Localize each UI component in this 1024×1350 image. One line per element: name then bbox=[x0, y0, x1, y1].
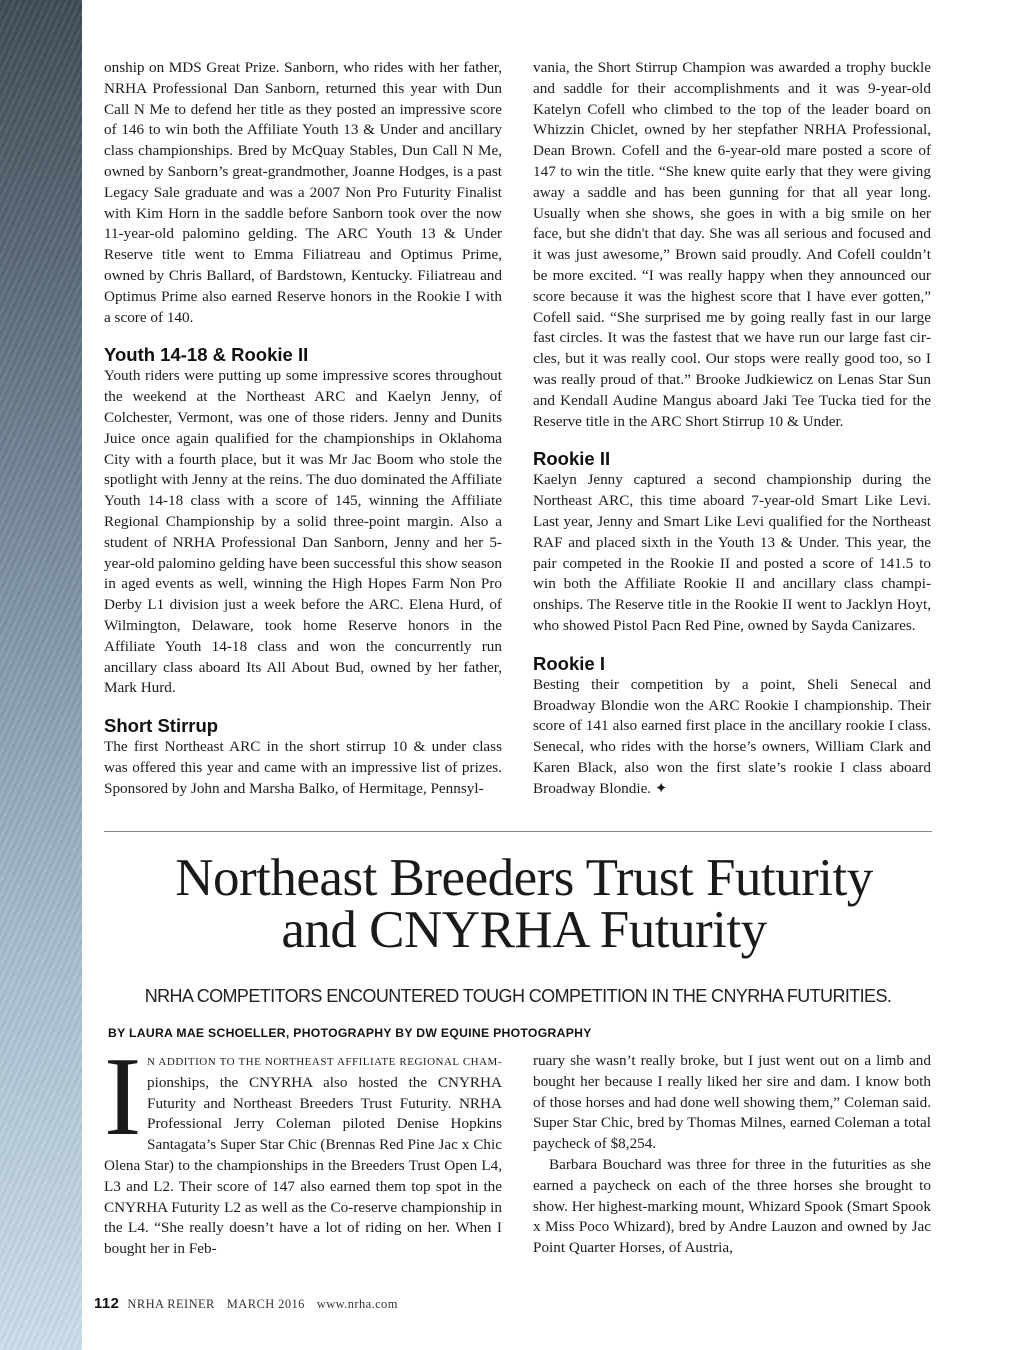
website-url: www.nrha.com bbox=[316, 1297, 398, 1311]
subhead-rookie-ii: Rookie II bbox=[533, 448, 611, 470]
drop-cap: I bbox=[104, 1035, 142, 1159]
article-headline bbox=[84, 849, 964, 959]
subhead-short-stirrup: Short Stirrup bbox=[104, 715, 219, 737]
paragraph: The first Northeast ARC in the short stirrup 10 & under class was offered this year and came with an impressive list of prizes. Sponsored by John and Marsha Balko, of Hermitage, Pennsyl- bbox=[104, 738, 502, 797]
page-number: 112 bbox=[94, 1295, 120, 1312]
issue-date: MARCH 2016 bbox=[226, 1297, 305, 1311]
lead-body: pionships, the CNYRHA also hosted the CNYRHA Futurity and Northeast Breeders Trust Futurity. NRHA Professional Jerry Coleman piloted Denise Hopkins Santagata’s Super Star Chic (Brennas Red Pine Jac x Chic Olena Star) to the championships in the Breeders Trust Open L4, L3 and L2. Their score of 147 also earned them top spot in the CNYRHA Futurity L2 as well as the Co-reserve championship in the L4. “She really doesn’t have a lot of riding on her. When I bought her in Feb- bbox=[104, 1073, 502, 1258]
paragraph: Kaelyn Jenny captured a second championship during the Northeast ARC, this time aboard 7-year-old Smart Like Levi. Last year, Jenny and Smart Like Levi qualified for the Northeast RAF and placed sixth in the Youth 13 & Under. This year, the pair competed in the Rookie II and posted a score of 141.5 to win both the Affiliate Rookie II and ancillary class championships. The Reserve title in the Rookie II went to Jacklyn Hoyt, who showed Pistol Pacn Red Pine, owned by Sayda Canizares. bbox=[533, 471, 931, 634]
top-right-column bbox=[533, 58, 931, 800]
byline: BY LAURA MAE SCHOELLER, PHOTOGRAPHY BY DW EQUINE PHOTOGRAPHY bbox=[108, 1026, 592, 1040]
page-footer bbox=[94, 1295, 398, 1312]
page-edge-photo-strip bbox=[0, 0, 82, 1350]
headline-line-2: and CNYRHA Futurity bbox=[281, 901, 767, 959]
headline-line-1: Northeast Breeders Trust Futurity bbox=[175, 849, 873, 907]
top-left-column bbox=[104, 58, 502, 800]
paragraph: Youth riders were putting up some impressive scores throughout the weekend at the Northeast ARC and Kaelyn Jenny, of Colchester, Vermont, was one of those riders. Jenny and Dunits Juice once again qualified for the championships in Oklahoma City with a fourth place, but it was Mr Jac Boom who stole the spotlight with Jenny at the reins. The duo dominated the Affiliate Youth 14-18 class with a score of 145, winning the Affiliate Regional Championship by a solid three-point margin. Also a student of NRHA Professional Dan Sanborn, Jenny and her 5-year-old palomino gelding have been successful this show season in aged events as well, winning the High Hopes Farm Non Pro Derby L1 division just a week before the ARC. Elena Hurd, of Wilmington, Delaware, took home Reserve honors in the Affiliate Youth 14-18 class and won the concurrently run ancillary class aboard Its All About Bud, owned by her father, Mark Hurd. bbox=[104, 367, 502, 697]
article-right-column bbox=[533, 1051, 931, 1259]
section-divider bbox=[104, 831, 932, 832]
subhead-rookie-i: Rookie I bbox=[533, 652, 605, 674]
paragraph: Barbara Bouchard was three for three in the futurities as she earned a paycheck on each of the three horses she brought to show. Her highest-marking mount, Whizard Spook (Smart Spook x Miss Poco Whizard), bred by Andre Lauzon and owned by Jac Point Quarter Horses, of Austria, bbox=[533, 1155, 931, 1257]
paragraph: vania, the Short Stirrup Champion was awarded a trophy buckle and saddle for their accomplishments and it was 9-year-old Katelyn Cofell who climbed to the top of the leader board on Whizzin Chiclet, owned by her stepfather NRHA Professional, Dean Brown. Cofell and the 6-year-old mare posted a score of 147 to win the title. “She knew quite early that they were giving away a saddle and has been gunning for that all year long. Usually when she shows, she goes in with a big smile on her face, but she didn't that day. She was all serious and focused and it was just awesome,” Brown said proudly. And Cofell couldn’t be more excited. “I was really happy when they announced our score because it was the highest score that I have ever gotten,” Cofell said. “She surprised me by going really fast in our large fast circles. It was the fastest that we have run our large fast circles, but it was really cool. Our stops were really good too, so I was really proud of that.” Brooke Judkiewicz on Lenas Star Sun and Kendall Audine Mangus aboard Jaki Tee Tucka tied for the Reserve title in the ARC Short Stirrup 10 & Under. bbox=[533, 59, 931, 430]
paragraph: ruary she wasn’t really broke, but I just went out on a limb and bought her because I really liked her sire and dam. I know both of those horses and had done well showing them,” Coleman said. Super Star Chic, bred by Thomas Milnes, earned Coleman a total paycheck of $8,254. bbox=[533, 1052, 931, 1153]
article-deck: NRHA COMPETITORS ENCOUNTERED TOUGH COMPETITION IN THE CNYRHA FUTURITIES. bbox=[144, 986, 892, 1006]
magazine-name: NRHA REINER bbox=[127, 1297, 215, 1311]
lead-caps: N ADDITION TO THE NORTHEAST AFFILIATE REGIONAL CHAM- bbox=[147, 1056, 502, 1068]
article-left-column bbox=[104, 1035, 502, 1260]
paragraph: onship on MDS Great Prize. Sanborn, who rides with her father, NRHA Professional Dan Sanborn, returned this year with Dun Call N Me to defend her title as they posted an impressive score of 146 to win both the Affiliate Youth 13 & Under and ancillary class championships. Bred by McQuay Stables, Dun Call N Me, owned by Sanborn’s great-grandmother, Joanne Hodges, is a past Legacy Sale graduate and was a 2007 Non Pro Futurity Finalist with Kim Horn in the saddle before Sanborn took over the now 11-year-old palomino gelding. The ARC Youth 13 & Under Reserve title went to Emma Filiatreau and Optimus Prime, owned by Chris Ballard, of Bardstown, Kentucky. Filiatreau and Optimus Prime also earned Reserve honors in the Rookie I with a score of 140. bbox=[104, 59, 502, 326]
lead-paragraph bbox=[104, 1035, 502, 1260]
subhead-youth: Youth 14-18 & Rookie II bbox=[104, 344, 309, 366]
paragraph: Besting their competition by a point, Sheli Senecal and Broadway Blondie won the ARC Rookie I championship. Their score of 141 also earned first place in the ancillary rookie I class. Senecal, who rides with the horse’s owners, William Clark and Karen Black, also won the first slate’s rookie I class aboard Broadway Blondie. ✦ bbox=[533, 675, 931, 797]
